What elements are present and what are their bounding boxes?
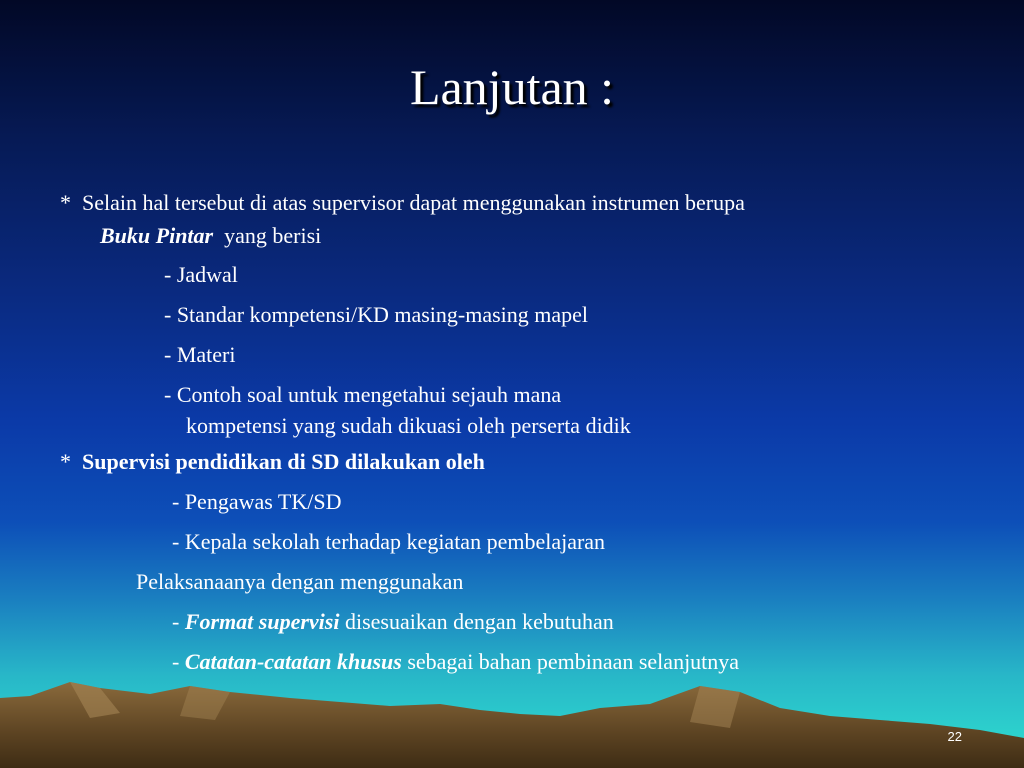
- list-dash: -: [172, 649, 185, 674]
- list-text: disesuaikan dengan kebutuhan: [339, 609, 614, 634]
- list-item: [60, 602, 980, 642]
- slide-body: [60, 186, 980, 682]
- bullet-line-2: [60, 442, 980, 482]
- slide-title: Lanjutan :: [409, 59, 615, 115]
- bullet-line-1-continued: [60, 219, 980, 252]
- emphasis-buku-pintar: Buku Pintar: [100, 223, 214, 248]
- list-dash: -: [172, 609, 185, 634]
- list-item: - Pengawas TK/SD: [172, 489, 342, 514]
- list-item: [60, 642, 980, 682]
- bullet-marker: *: [60, 449, 71, 474]
- emphasis-catatan-khusus: Catatan-catatan khusus: [184, 649, 402, 674]
- page-number: 22: [947, 729, 962, 744]
- list-item-continuation: kompetensi yang sudah dikuasi oleh perserta didik: [186, 413, 631, 438]
- list-item: - Standar kompetensi/KD masing-masing mapel: [164, 302, 589, 327]
- bullet-text: Selain hal tersebut di atas supervisor dapat menggunakan instrumen berupa: [82, 190, 745, 215]
- list-item: - Kepala sekolah terhadap kegiatan pembelajaran: [172, 529, 606, 554]
- emphasis-format-supervisi: Format supervisi: [184, 609, 340, 634]
- list-item: - Jadwal: [164, 262, 238, 287]
- list-item: - Materi: [164, 342, 236, 367]
- list-item: - Contoh soal untuk mengetahui sejauh mana: [164, 382, 562, 407]
- bullet-line-1: [60, 186, 980, 219]
- list-text: sebagai bahan pembinaan selanjutnya: [401, 649, 740, 674]
- bullet-text: Supervisi pendidikan di SD dilakukan oleh: [82, 449, 485, 474]
- bullet-text-after: yang berisi: [224, 223, 322, 248]
- implementation-line: Pelaksanaanya dengan menggunakan: [136, 569, 464, 594]
- bullet-marker: *: [60, 190, 71, 215]
